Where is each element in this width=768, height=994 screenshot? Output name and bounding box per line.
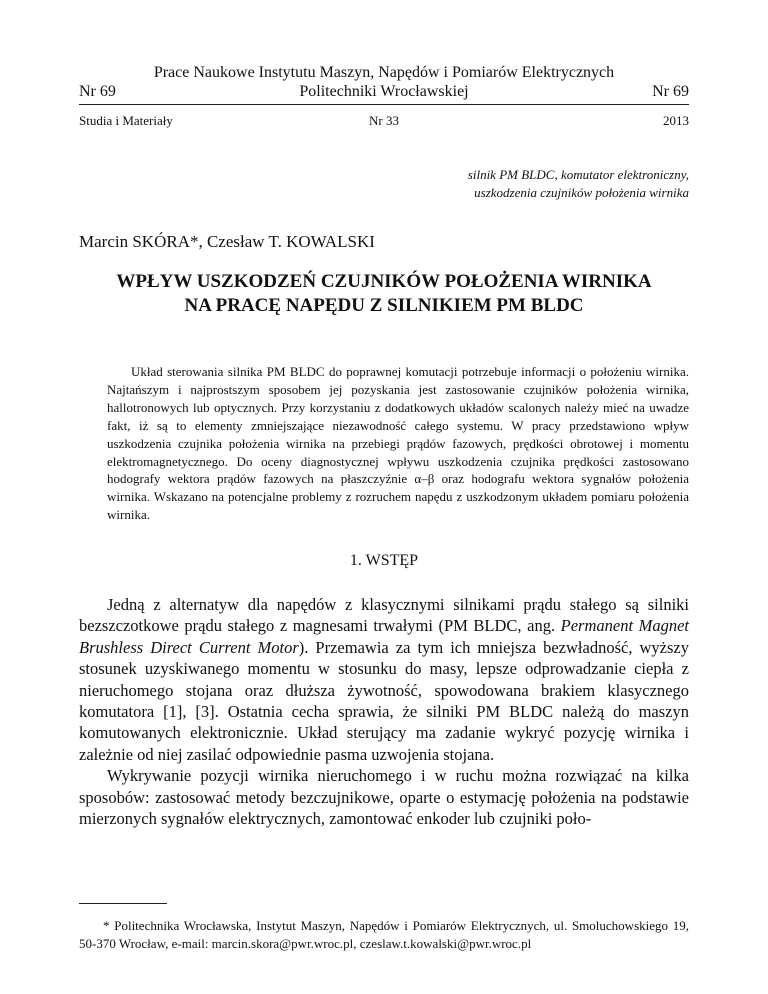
- issue-number: Nr 33: [369, 113, 399, 128]
- header-divider: [79, 104, 689, 105]
- keywords-line2: uszkodzenia czujników położenia wirnika: [474, 185, 689, 200]
- paper-title-line1: WPŁYW USZKODZEŃ CZUJNIKÓW POŁOŻENIA WIRNIKA: [116, 271, 652, 292]
- body-paragraph-2: Wykrywanie pozycji wirnika nieruchomego i w ruchu można rozwiązać na kilka sposobów: zastosować metody bezczujnikowe, oparte o estymację położenia na podstawie mierzonych sygnałów elektrycznych, zamontować enkoder lub czujniki poło-: [79, 766, 689, 829]
- paper-title-line2: NA PRACĘ NAPĘDU Z SILNIKIEM PM BLDC: [184, 295, 584, 316]
- footnote-divider: [79, 903, 167, 904]
- issue-year: 2013: [663, 113, 689, 128]
- journal-name: [79, 63, 689, 101]
- body-p1-italic: Permanent Magnet Brushless Direct Current Motor: [79, 616, 689, 657]
- body-text: [79, 594, 689, 829]
- journal-number-left: Nr 69: [79, 83, 116, 100]
- footnote-text: * Politechnika Wrocławska, Instytut Maszyn, Napędów i Pomiarów Elektrycznych, ul. Smoluchowskiego 19, 50-370 Wrocław, e-mail: marcin.skora@pwr.wroc.pl, czeslaw.t.kowalski@pwr.wroc.pl: [79, 918, 689, 951]
- body-paragraph-1: [79, 594, 689, 765]
- authors: Marcin SKÓRA*, Czesław T. KOWALSKI: [79, 232, 375, 251]
- section-heading: 1. WSTĘP: [349, 552, 419, 569]
- keywords: [468, 166, 689, 202]
- body-p1-end: ). Przemawia za tym ich mniejsza bezwładność, wyższy stosunek uzyskiwanego momentu w stosunku do masy, lepsze odprowadzanie ciepła z nieruchomego stojana oraz dłuższa żywotność, spowodowana brakiem klasycznego komutatora [1], [3]. Ostatnia cecha sprawia, że silniki PM BLDC należą do maszyn komutowanych elektronicznie. Układ sterujący ma zadanie wykryć pozycję wirnika i zależnie od niej zasilać odpowiednie pasma uzwojenia stojana.: [79, 637, 689, 764]
- footnote: [79, 917, 689, 952]
- journal-number-right: Nr 69: [652, 83, 689, 100]
- body-p1-start: Jedną z alternatyw dla napędów z klasycznymi silnikami prądu stałego są silniki bezszczotkowe prądu stałego z magnesami trwałymi (PM BLDC, ang.: [79, 595, 689, 636]
- journal-name-line1: Prace Naukowe Instytutu Maszyn, Napędów i Pomiarów Elektrycznych: [153, 64, 615, 81]
- abstract-text: Układ sterowania silnika PM BLDC do poprawnej komutacji potrzebuje informacji o położeniu wirnika. Najtańszym i najprostszym sposobem jej pozyskania jest zastosowanie czujników położenia wirnika, hallotronowych lub optycznych. Przy korzystaniu z dodatkowych układów scalonych należy mieć na uwadze fakt, iż są to elementy zmniejszające niezawodność całego systemu. W pracy przedstawiono wpływ uszkodzenia czujnika położenia wirnika na przebiegi prądów fazowych, prędkości obrotowej i momentu elektromagnetycznego. Do oceny diagnostycznej wpływu uszkodzenia czujnika prędkości zastosowano hodografy wektora prądów fazowych na płaszczyźnie α–β oraz hodografu wektora sygnałów położenia wirnika. Wskazano na potencjalne problemy z rozruchem napędu z uszkodzonym układem pomiaru położenia wirnika.: [107, 364, 689, 523]
- journal-header: [79, 63, 689, 103]
- paper-title: [79, 270, 689, 318]
- keywords-line1: silnik PM BLDC, komutator elektroniczny,: [467, 167, 689, 182]
- journal-name-line2: Politechniki Wrocławskiej: [299, 83, 469, 100]
- series-name: Studia i Materiały: [79, 113, 173, 128]
- issue-info: [79, 113, 689, 129]
- abstract: [107, 363, 689, 524]
